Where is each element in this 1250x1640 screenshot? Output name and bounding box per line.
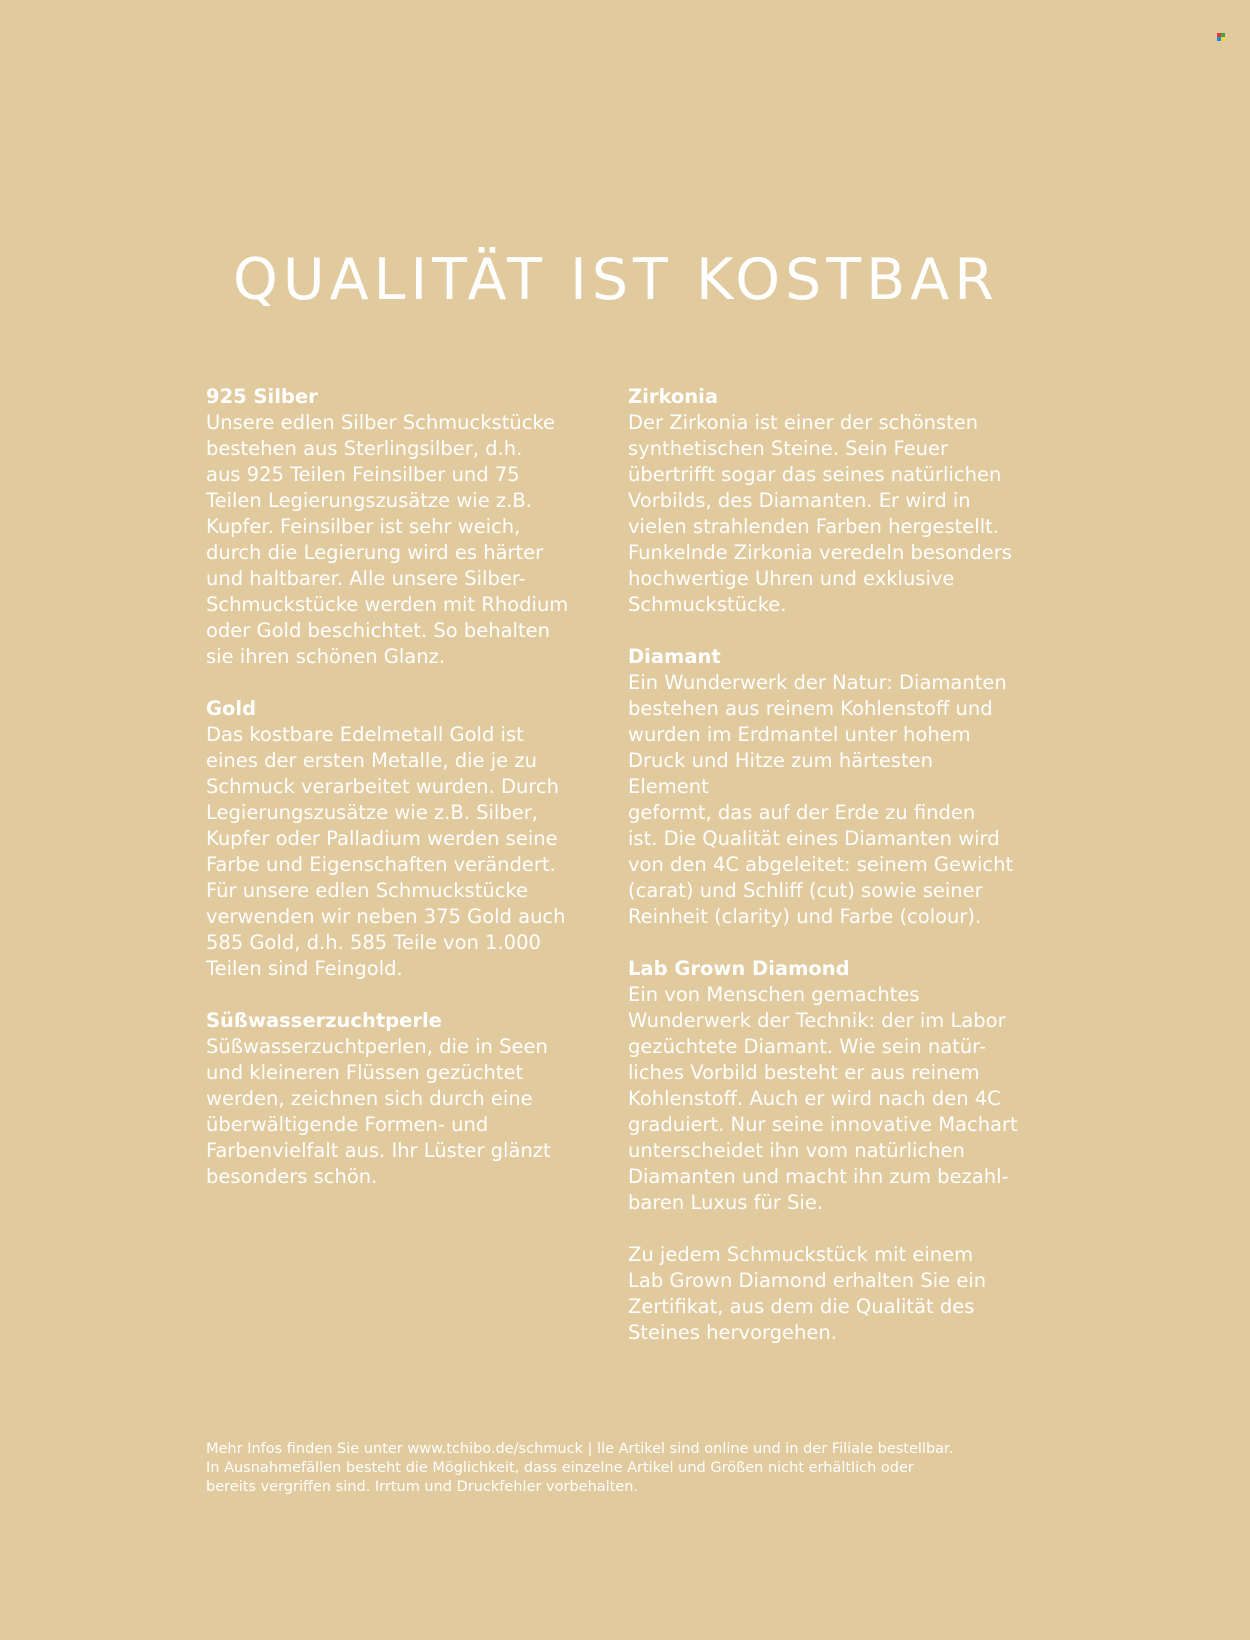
section-heading: Zirkonia <box>628 385 719 408</box>
registration-square-yellow <box>1221 37 1225 41</box>
right-column <box>628 384 1018 1346</box>
section-heading: Süßwasserzuchtperle <box>206 1009 442 1032</box>
certificate-note: Zu jedem Schmuckstück mit einem Lab Grown Diamond erhalten Sie ein Zertifikat, aus dem die Qualität des Steines hervorgehen. <box>628 1243 987 1344</box>
section-lab-grown-diamond <box>628 956 1018 1216</box>
section-body: Unsere edlen Silber Schmuckstücke bestehen aus Sterlingsilber, d.h. aus 925 Teilen Feinsilber und 75 Teilen Legierungszusätze wie z.B. Kupfer. Feinsilber ist sehr weich, durch die Legierung wird es härter und haltbarer. Alle unsere Silber- Schmuckstücke werden mit Rhodium oder Gold beschichtet. So behalten sie ihren schönen Glanz. <box>206 411 569 668</box>
section-diamant <box>628 644 1018 930</box>
section-925-silber <box>206 384 581 670</box>
section-heading: Gold <box>206 697 257 720</box>
color-registration-mark-icon <box>1217 33 1225 41</box>
section-heading: 925 Silber <box>206 385 318 408</box>
section-body: Ein von Menschen gemachtes Wunderwerk der Technik: der im Labor gezüchtete Diamant. Wie sein natür- liches Vorbild besteht er aus reinem Kohlenstoff. Auch er wird nach den 4C graduiert. Nur seine innovative Machart unterscheidet ihn vom natürlichen Diamanten und macht ihn zum bezahl- baren Luxus für Sie. <box>628 983 1018 1214</box>
section-body: Der Zirkonia ist einer der schönsten synthetischen Steine. Sein Feuer übertrifft sogar das seines natürlichen Vorbilds, des Diamanten. Er wird in vielen strahlenden Farben hergestellt. Funkelnde Zirkonia veredeln besonders hochwertige Uhren und exklusive Schmuckstücke. <box>628 411 1012 616</box>
section-body: Das kostbare Edelmetall Gold ist eines der ersten Metalle, die je zu Schmuck verarbeitet wurden. Durch Legierungszusätze wie z.B. Silber, Kupfer oder Palladium werden seine Farbe und Eigenschaften verändert. Für unsere edlen Schmuckstücke verwenden wir neben 375 Gold auch 585 Gold, d.h. 585 Teile von 1.000 Teilen sind Feingold. <box>206 723 566 980</box>
section-zirkonia <box>628 384 1018 618</box>
left-column <box>206 384 581 1216</box>
footer-disclaimer: Mehr Infos finden Sie unter www.tchibo.de/schmuck | lle Artikel sind online und in der Filiale bestellbar. In Ausnahmefällen besteht die Möglichkeit, dass einzelne Artikel und Größen nicht erhältlich oder bereits vergriffen sind. Irrtum und Druckfehler vorbehalten. <box>206 1441 954 1495</box>
section-body: Süßwasserzuchtperlen, die in Seen und kleineren Flüssen gezüchtet werden, zeichnen sich durch eine überwältigende Formen- und Farbenvielfalt aus. Ihr Lüster glänzt besonders schön. <box>206 1035 551 1188</box>
section-heading: Diamant <box>628 645 721 668</box>
section-body: Ein Wunderwerk der Natur: Diamanten bestehen aus reinem Kohlenstoff und wurden im Erdmantel unter hohem Druck und Hitze zum härtesten Element geformt, das auf der Erde zu finden ist. Die Qualität eines Diamanten wird von den 4C abgeleitet: seinem Gewicht (carat) und Schliff (cut) sowie seiner Reinheit (clarity) und Farbe (colour). <box>628 671 1014 928</box>
section-gold <box>206 696 581 982</box>
page-title: QUALITÄT IST KOSTBAR <box>233 247 999 313</box>
section-heading: Lab Grown Diamond <box>628 957 850 980</box>
section-suesswasserzuchtperle <box>206 1008 581 1190</box>
